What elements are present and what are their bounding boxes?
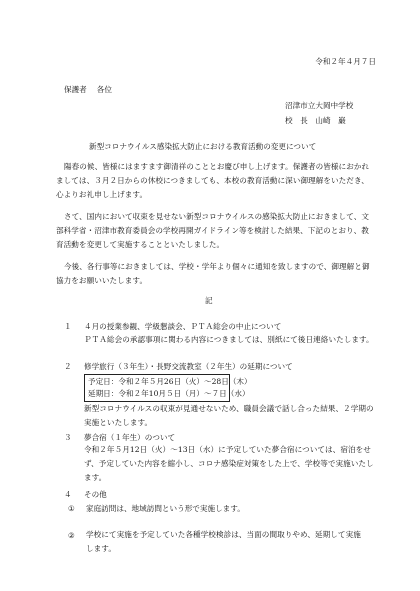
schedule-box [84, 374, 252, 402]
item-3-number: ３ [64, 433, 72, 442]
item-1-heading: ４月の授業参観、学級懇談会、ＰＴＡ総会の中止について [84, 322, 282, 331]
sender-school: 沼津市立大岡中学校 [285, 101, 354, 110]
intro-paragraph-2: さて、国内において収束を見せない新型コロナウイルスの感染拡大防止におきまして、文部科学省・沼津市教育委員会の学校再開ガイドライン等を検討した結果、下記のとおり、教育活動を変更して実施することといたしました。 [56, 212, 369, 249]
intro-paragraph-3: 今後、各行事等におきましては、学校・学年より個々に通知を致しますので、御理解と御協力をお願いいたします。 [56, 262, 370, 285]
ki-heading: 記 [205, 296, 213, 305]
item-4-number: ４ [64, 490, 72, 499]
subitem-1-text: 家庭訪問は、地域訪問という形で実施します。 [86, 504, 245, 513]
item-3-body: 令和２年５月12日（火）～13日（水）に予定していた夢合宿については、宿泊をせず、予定していた内容を縮小し、コロナ感染症対策をした上で、学校等で実施いたします。 [84, 445, 374, 482]
item-1-number: １ [64, 322, 72, 331]
schedule-planned-date: 予定日：令和２年５月26日（火）～28日（木） [88, 377, 252, 386]
subitem-2-text: 学校にて実施を予定していた各種学校検診は、当面の間取りやめ、延期して実施します。 [86, 530, 361, 553]
recipient-line: 保護者 各位 [64, 85, 112, 94]
subitem-1-mark: ① [68, 504, 75, 513]
item-2-body: 新型コロナウイルスの収束が見通せないため、職員会議で話し合った結果、２学期の実施といたします。 [84, 404, 374, 427]
item-2-number: ２ [64, 362, 72, 371]
item-4-heading: その他 [84, 490, 107, 499]
item-3-heading: 夢合宿（１年生）のついて [84, 433, 176, 442]
item-2-heading: 修学旅行（３年生）・長野交流教室（２年生）の延期について [84, 362, 293, 371]
subitem-2-mark: ② [68, 531, 75, 540]
intro-paragraph-1: 陽春の候、皆様にはますます御清祥のこととお慶び申し上げます。保護者の皆様におかれましては、３月２日からの休校につきましても、本校の教育活動に深い御理解をいただき、心よりお礼申し上げます。 [56, 162, 370, 199]
item-1-body: ＰＴＡ総会の承認事項に関わる内容につきましては、別紙にて後日連絡いたします。 [84, 335, 374, 344]
sender-principal: 校 長 山崎 巌 [285, 116, 346, 125]
document-date: 令和２年４月７日 [315, 57, 376, 66]
document-title: 新型コロナウイルス感染拡大防止における教育活動の変更について [89, 142, 317, 151]
schedule-postponed-date: 延期日：令和２年10月５日（月）～７日（水） [88, 389, 250, 398]
